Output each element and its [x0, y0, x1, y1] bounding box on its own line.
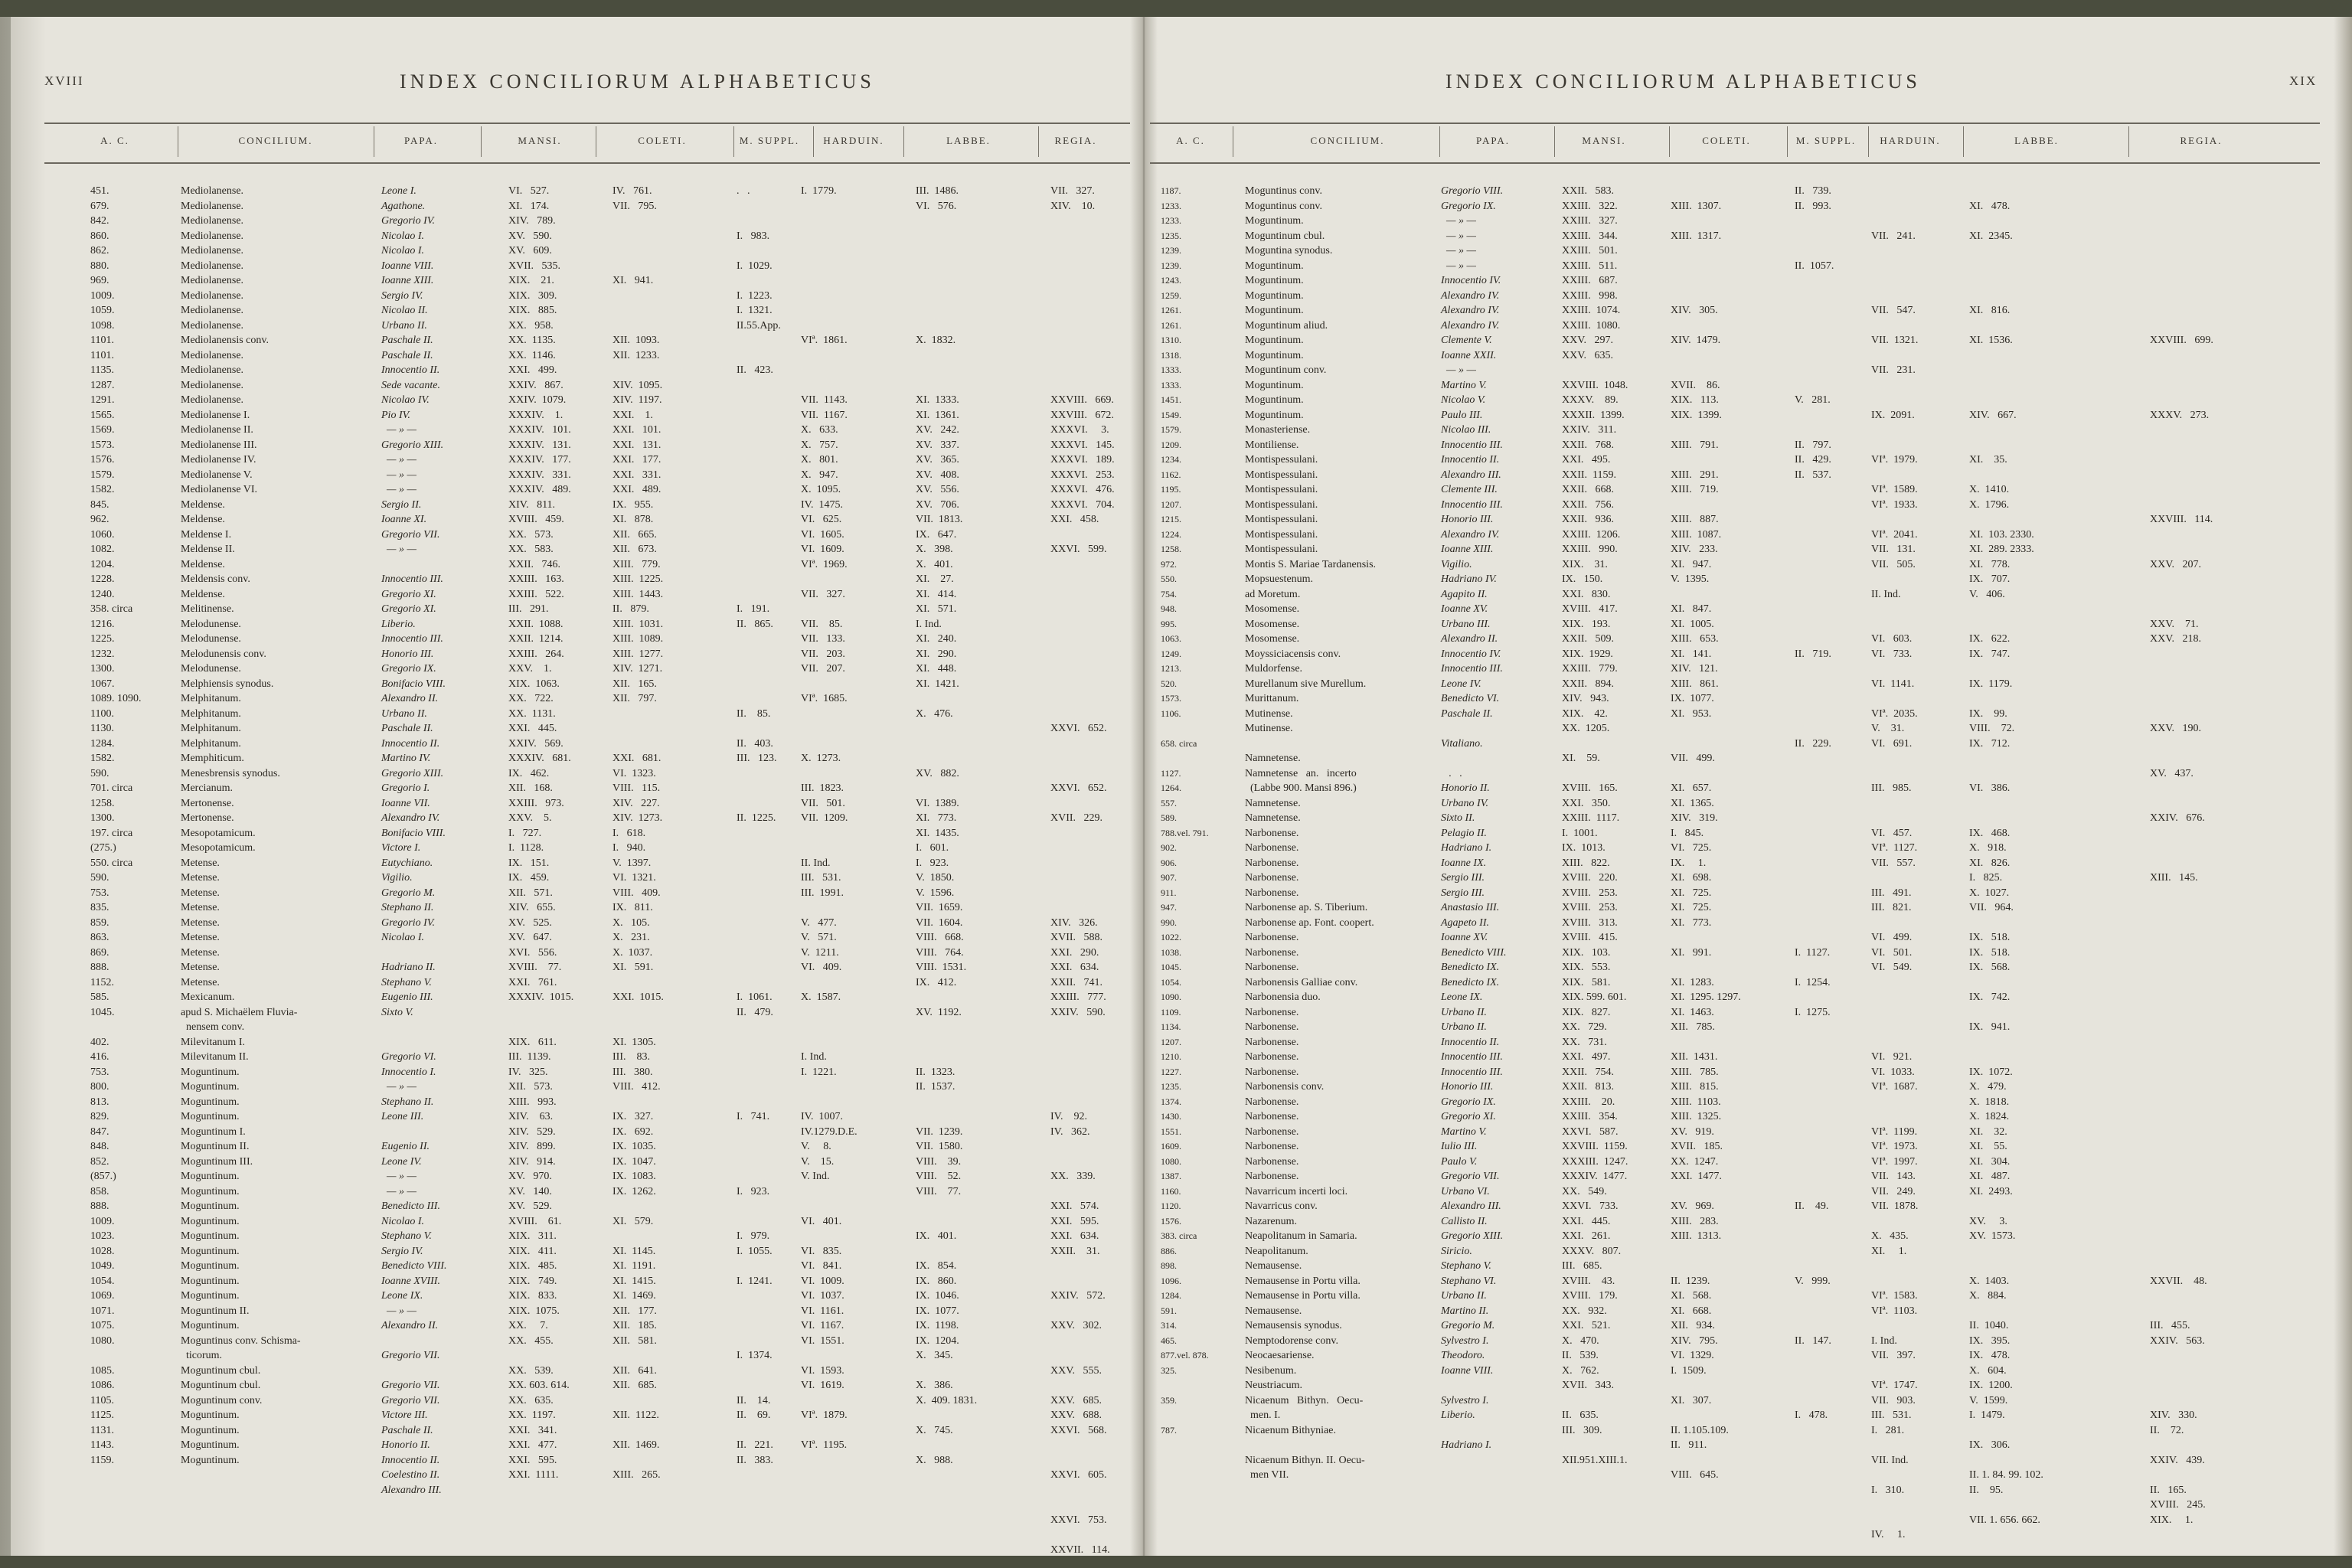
right-page-edge: [2334, 17, 2352, 1556]
colhead-coleti-left: COLETI.: [638, 135, 687, 146]
colhead-concilium-left: CONCILIUM.: [238, 135, 313, 146]
colhead-harduin-left: HARDUIN.: [823, 135, 884, 146]
labbe-column-left: III. 1486. VI. 576. X. 1832. XI. 1333. XI. 1361. XV. 242. XV. 337. XV. 365. XV. 408. XV. 556. XV. 706. VII. 1813. IX. 647. X. 398. X. 401. XI. 27. XI. 414. XI. 571. I. Ind. XI. 240. XI. 290. XI. 448. XI. 1421. X. 476. XV. 882. VI. 1389. XI. 773. XI. 1435. I. 601. I. 923. V. 1850. V. 1596. VII. 1659. VII. 1604. VIII. 668. VIII. 764. VIII. 1531. IX. 412. XV. 1192. II. 1323. II. 1537. VII. 1239. VII. 1580. VIII. 39. VIII. 52. VIII. 77. IX. 401. IX. 854. IX. 860. IX. 1046. IX. 1077. IX. 1198. IX. 1204. X. 345. X. 386. X. 409. 1831. X. 745. X. 988.: [916, 185, 978, 1466]
regia-column-right: XXVIII. 699. XXXV. 273. XXVIII. 114. XXV. 207. XXV. 71. XXV. 218. XXV. 190. XV. 437. XXIV. 676. XIII. 145. XXVII. 48. III. 455. XXIV. 563. XIV. 330. II. 72. XXIV. 439. II. 165. XVIII. 245. XIX. 1.: [2150, 335, 2213, 1526]
colhead-regia-left: REGIA.: [1054, 135, 1097, 146]
running-head-left: INDEX CONCILIORUM ALPHABETICUS: [400, 70, 875, 93]
colhead-mansi-left: MANSI.: [518, 135, 562, 146]
papa-column-right: Gregorio VIII. Gregorio IX. — » — — » — — » — — » — Innocentio IV. Alexandro IV. Alexandro IV. Alexandro IV. Clemente V. Ioanne XXII. — » — Martino V. Nicolao V. Paulo III. Nicolao III. Innocentio III. Innocentio II. Alexandro III. Clemente III. Innocentio III. Honorio III. Alexandro IV. Ioanne XIII. Vigilio. Hadriano IV. Agapito II. Ioanne XV. Urbano III. Alexandro II. Innocentio IV. Innocentio III. Leone IV. Benedicto VI. Paschale II. Vitaliano. . . Honorio II. Urbano IV. Sixto II. Pelagio II. Hadriano I. Ioanne IX. Sergio III. Sergio III. Anastasio III. Agapeto II. Ioanne XV. Benedicto VIII. Benedicto IX. Benedicto IX. Leone IX. Urbano II. Urbano II. Innocentio II. Innocentio III. Innocentio III. Honorio III. Gregorio IX. Gregorio XI. Martino V. Iulio III. Paulo V. Gregorio VII. Urbano VI. Alexandro III. Callisto II. Gregorio XIII. Siricio. Stephano V. Stephano VI. Urbano II. Martino II. Gregorio M. Sylvestro I. Theodoro. Ioanne VIII. Sylvestro I. Liberio. Hadriano I.: [1441, 185, 1507, 1451]
header-rule-bottom-left: [44, 162, 1130, 164]
colhead-msuppl-right: M. SUPPL.: [1795, 135, 1857, 146]
coleti-column-left: IV. 761. VII. 795. XI. 941. XII. 1093. XII. 1233. XIV. 1095. XIV. 1197. XXI. 1. XXI. 101. XXI. 131. XXI. 177. XXI. 331. XXI. 489. IX. 955. XI. 878. XII. 665. XII. 673. XIII. 779. XIII. 1225. XIII. 1443. II. 879. XIII. 1031. XIII. 1089. XIII. 1277. XIV. 1271. XII. 165. XII. 797. XXI. 681. VI. 1323. VIII. 115. XIV. 227. XIV. 1273. I. 618. I. 940. V. 1397. VI. 1321. VIII. 409. IX. 811. X. 105. X. 231. X. 1037. XI. 591. XXI. 1015. XI. 1305. III. 83. III. 380. VIII. 412. IX. 327. IX. 692. IX. 1035. IX. 1047. IX. 1083. IX. 1262. XI. 579. XI. 1145. XI. 1191. XI. 1415. XI. 1469. XII. 177. XII. 185. XII. 581. XII. 641. XII. 685. XII. 1122. XII. 1469. XIII. 265.: [612, 185, 664, 1481]
mansi-column-left: VI. 527. XI. 174. XIV. 789. XV. 590. XV. 609. XVII. 535. XIX. 21. XIX. 309. XIX. 885. XX. 958. XX. 1135. XX. 1146. XXI. 499. XXIV. 867. XXIV. 1079. XXXIV. 1. XXXIV. 101. XXXIV. 131. XXXIV. 177. XXXIV. 331. XXXIV. 489. XIV. 811. XVIII. 459. XX. 573. XX. 583. XXII. 746. XXIII. 163. XXIII. 522. III. 291. XXII. 1088. XXII. 1214. XXIII. 264. XXV. 1. XIX. 1063. XX. 722. XX. 1131. XXI. 445. XXIV. 569. XXXIV. 681. IX. 462. XII. 168. XXIII. 973. XXV. 5. I. 727. I. 1128. IX. 151. IX. 459. XII. 571. XIV. 655. XV. 525. XV. 647. XVI. 556. XVIII. 77. XXI. 761. XXXIV. 1015. XIX. 611. III. 1139. IV. 325. XII. 573. XIII. 993. XIV. 63. XIV. 529. XIV. 899. XIV. 914. XV. 970. XV. 140. XV. 529. XVIII. 61. XIX. 311. XIX. 411. XIX. 485. XIX. 749. XIX. 833. XIX. 1075. XX. 7. XX. 455. XX. 539. XX. 603. 614. XX. 635. XX. 1197. XXI. 341. XXI. 477. XXI. 595. XXI. 1111.: [508, 185, 574, 1481]
ac-column-right: 1187. 1233. 1233. 1235. 1239. 1239. 1243. 1259. 1261. 1261. 1310. 1318. 1333. 1333. 1451. 1549. 1579. 1209. 1234. 1162. 1195. 1207. 1215. 1224. 1258. 972. 550. 754. 948. 995. 1063. 1249. 1213. 520. 1573. 1106. 658. circa 1127. 1264. 557. 589. 788.vel. 791. 902. 906. 907. 911. 947. 990. 1022. 1038. 1045. 1054. 1090. 1109. 1134. 1207. 1210. 1227. 1235. 1374. 1430. 1551. 1609. 1080. 1387. 1160. 1120. 1576. 383. circa 886. 898. 1096. 1284. 591. 314. 465. 877.vel. 878. 325. 359. 787.: [1161, 185, 1209, 1436]
colhead-papa-left: PAPA.: [403, 135, 439, 146]
colhead-regia-right: REGIA.: [2180, 135, 2223, 146]
header-rule-bottom-right: [1150, 162, 2320, 164]
papa-column-left: Leone I. Agathone. Gregorio IV. Nicolao I. Nicolao I. Ioanne VIII. Ioanne XIII. Sergio IV. Nicolao II. Urbano II. Paschale II. Paschale II. Innocentio II. Sede vacante. Nicolao IV. Pio IV. — » — Gregorio XIII. — » — — » — — » — Sergio II. Ioanne XI. Gregorio VII. — » — Innocentio III. Gregorio XI. Gregorio XI. Liberio. Innocentio III. Honorio III. Gregorio IX. Bonifacio VIII. Alexandro II. Urbano II. Paschale II. Innocentio II. Martino IV. Gregorio XIII. Gregorio I. Ioanne VII. Alexandro IV. Bonifacio VIII. Victore I. Eutychiano. Vigilio. Gregorio M. Stephano II. Gregorio IV. Nicolao I. Hadriano II. Stephano V. Eugenio III. Sixto V. Gregorio VI. Innocentio I. — » — Stephano II. Leone III. Eugenio II. Leone IV. — » — — » — Benedicto III. Nicolao I. Stephano V. Sergio IV. Benedicto VIII. Ioanne XVIII. Leone IX. — » — Alexandro II. Gregorio VII. Gregorio VII. Gregorio VII. Victore III. Paschale II. Honorio II. Innocentio II. Coelestino II. Alexandro III.: [381, 185, 447, 1496]
header-rule-top-left: [44, 122, 1130, 124]
left-page-edge: [0, 17, 46, 1556]
header-rule-top-right: [1150, 122, 2320, 124]
harduin-column-right: VII. 241. VII. 547. VII. 1321. VII. 231. IX. 2091. VIª. 1979. VIª. 1589. VIª. 1933. VIª. 2041. VII. 131. VII. 505. II. Ind. VI. 603. VI. 733. VI. 1141. VIª. 2035. V. 31. VI. 691. III. 985. VI. 457. VIª. 1127. VII. 557. III. 491. III. 821. VI. 499. VI. 501. VI. 549. VI. 921. VI. 1033. VIª. 1687. VIª. 1199. VIª. 1973. VIª. 1997. VII. 143. VII. 249. VII. 1878. X. 435. XI. 1. VIª. 1583. VIª. 1103. I. Ind. VII. 397. VIª. 1747. VII. 903. III. 531. I. 281. VII. Ind. I. 310. IV. 1.: [1871, 230, 1919, 1540]
mansi-column-right: XXII. 583. XXIII. 322. XXIII. 327. XXIII. 344. XXIII. 501. XXIII. 511. XXIII. 687. XXIII. 998. XXIII. 1074. XXIII. 1080. XXV. 297. XXV. 635. XXVIII. 1048. XXXV. 89. XXXII. 1399. XXIV. 311. XXII. 768. XXI. 495. XXII. 1159. XXII. 668. XXII. 756. XXII. 936. XXIII. 1206. XXIII. 990. XIX. 31. IX. 150. XXI. 830. XVIII. 417. XIX. 193. XXII. 509. XIX. 1929. XXIII. 779. XXII. 894. XIV. 943. XIX. 42. XX. 1205. XI. 59. XVIII. 165. XXI. 350. XXIII. 1117. I. 1001. IX. 1013. XIII. 822. XVIII. 220. XVIII. 253. XVIII. 253. XVIII. 313. XVIII. 415. XIX. 103. XIX. 553. XIX. 581. XIX. 599. 601. XIX. 827. XX. 729. XX. 731. XXI. 497. XXII. 754. XXII. 813. XXIII. 20. XXIII. 354. XXVI. 587. XXVIII. 1159. XXXIII. 1247. XXXIV. 1477. XX. 549. XXVI. 733. XXI. 445. XXI. 261. XXXV. 807. III. 685. XVIII. 43. XVIII. 179. XX. 932. XXI. 521. X. 470. II. 539. X. 762. XVII. 343. II. 635. III. 309. XII.951.XIII.1.: [1562, 185, 1628, 1466]
concilium-column-right: Moguntinus conv. Moguntinus conv. Moguntinum. Moguntinum cbul. Moguntina synodus. Moguntinum. Moguntinum. Moguntinum. Moguntinum. Moguntinum aliud. Moguntinum. Moguntinum. Moguntinum conv. Moguntinum. Moguntinum. Moguntinum. Monasteriense. Montiliense. Montispessulani. Montispessulani. Montispessulani. Montispessulani. Montispessulani. Montispessulani. Montispessulani. Montis S. Mariae Tardanensis. Mopsuestenum. ad Moretum. Mosomense. Mosomense. Mosomense. Moyssiciacensis conv. Muldorfense. Murellanum sive Murellum. Murittanum. Mutinense. Mutinense. Namnetense. Namnetense an. incerto (Labbe 900. Mansi 896.) Namnetense. Namnetense. Narbonense. Narbonense. Narbonense. Narbonense. Narbonense. Narbonense ap. S. Tiberium. Narbonense ap. Font. coopert. Narbonense. Narbonense. Narbonense. Narbonensis Galliae conv. Narbonensia duo. Narbonense. Narbonense. Narbonense. Narbonense. Narbonense. Narbonensis conv. Narbonense. Narbonense. Narbonense. Narbonense. Narbonense. Narbonense. Navarricum incerti loci. Navarricus conv. Nazarenum. Neapolitanum in Samaria. Neapolitanum. Nemausense. Nemausense in Portu villa. Nemausense in Portu villa. Nemausense. Nemausensis synodus. Nemptodorense conv. Neocaesariense. Nesibenum. Neustriacum. Nicaenum Bithyn. Oecu- men. I. Nicaenum Bithyniae. Nicaenum Bithyn. II. Oecu- men VII.: [1245, 185, 1377, 1481]
labbe-column-right: XI. 478. XI. 2345. XI. 816. XI. 1536. XIV. 667. XI. 35. X. 1410. X. 1796. XI. 103. 2330. XI. 289. 2333. XI. 778. IX. 707. V. 406. IX. 622. IX. 747. IX. 1179. IX. 99. VIII. 72. IX. 712. VI. 386. IX. 468. X. 918. XI. 826. I. 825. X. 1027. VII. 964. IX. 518. IX. 518. IX. 568. IX. 742. IX. 941. IX. 1072. X. 479. X. 1818. X. 1824. XI. 32. XI. 55. XI. 304. XI. 487. XI. 2493. XV. 3. XV. 1573. X. 1403. X. 884. II. 1040. IX. 395. IX. 478. X. 604. IX. 1200. V. 1599. I. 1479. IX. 306. II. 1. 84. 99. 102. II. 95. VII. 1. 656. 662.: [1969, 200, 2043, 1526]
colhead-coleti-right: COLETI.: [1702, 135, 1751, 146]
colhead-labbe-left: LABBE.: [946, 135, 991, 146]
colhead-ac-left: A. C.: [100, 135, 129, 146]
running-head-right: INDEX CONCILIORUM ALPHABETICUS: [1446, 70, 1921, 93]
harduin-column-left: I. 1779. VIª. 1861. VII. 1143. VII. 1167. X. 633. X. 757. X. 801. X. 947. X. 1095. IV. 1475. VI. 625. VI. 1605. VI. 1609. VIª. 1969. VII. 327. VII. 85. VII. 133. VII. 203. VII. 207. VIª. 1685. X. 1273. III. 1823. VII. 501. VII. 1209. II. Ind. III. 531. III. 1991. V. 477. V. 571. V. 1211. VI. 409. X. 1587. I. Ind. I. 1221. IV. 1007. IV.1279.D.E. V. 8. V. 15. V. Ind. VI. 401. VI. 835. VI. 841. VI. 1009. VI. 1037. VI. 1161. VI. 1167. VI. 1551. VI. 1593. VI. 1619. VIª. 1879. VIª. 1195.: [801, 185, 858, 1451]
page-number-left: XVIII: [44, 74, 84, 88]
page-number-right: XIX: [2289, 74, 2318, 88]
regia-column-left: VII. 327. XIV. 10. XXVIII. 669. XXVIII. 672. XXXVI. 3. XXXVI. 145. XXXVI. 189. XXXVI. 253. XXXVI. 476. XXXVI. 704. XXI. 458. XXVI. 599. XXVI. 652. XXVI. 652. XVII. 229. XIV. 326. XVII. 588. XXI. 290. XXI. 634. XXII. 741. XXIII. 777. XXIV. 590. IV. 92. IV. 362. XX. 339. XXI. 574. XXI. 595. XXI. 634. XXII. 31. XXIV. 572. XXV. 302. XXV. 555. XXV. 685. XXV. 688. XXVI. 568. XXVI. 605. XXVI. 753. XXVII. 114.: [1050, 185, 1115, 1556]
concilium-column-left: Mediolanense. Mediolanense. Mediolanense. Mediolanense. Mediolanense. Mediolanense. Mediolanense. Mediolanense. Mediolanense. Mediolanense. Mediolanensis conv. Mediolanense. Mediolanense. Mediolanense. Mediolanense. Mediolanense I. Mediolanense II. Mediolanense III. Mediolanense IV. Mediolanense V. Mediolanense VI. Meldense. Meldense. Meldense I. Meldense II. Meldense. Meldensis conv. Meldense. Melitinense. Melodunense. Melodunense. Melodunensis conv. Melodunense. Melphiensis synodus. Melphitanum. Melphitanum. Melphitanum. Melphitanum. Memphiticum. Menesbrensis synodus. Mercianum. Mertonense. Mertonense. Mesopotamicum. Mesopotamicum. Metense. Metense. Metense. Metense. Metense. Metense. Metense. Metense. Metense. Mexicanum. apud S. Michaëlem Fluvia- nensem conv. Milevitanum I. Milevitanum II. Moguntinum. Moguntinum. Moguntinum. Moguntinum. Moguntinum I. Moguntinum II. Moguntinum III. Moguntinum. Moguntinum. Moguntinum. Moguntinum. Moguntinum. Moguntinum. Moguntinum. Moguntinum. Moguntinum. Moguntinum II. Moguntinum. Moguntinus conv. Schisma- ticorum. Moguntinum cbul. Moguntinum cbul. Moguntinum conv. Moguntinum. Moguntinum. Moguntinum. Moguntinum.: [181, 185, 301, 1466]
colhead-harduin-right: HARDUIN.: [1880, 135, 1941, 146]
colhead-concilium-right: CONCILIUM.: [1310, 135, 1385, 146]
ac-column-left: 451. 679. 842. 860. 862. 880. 969. 1009. 1059. 1098. 1101. 1101. 1135. 1287. 1291. 1565. 1569. 1573. 1576. 1579. 1582. 845. 962. 1060. 1082. 1204. 1228. 1240. 358. circa 1216. 1225. 1232. 1300. 1067. 1089. 1090. 1100. 1130. 1284. 1582. 590. 701. circa 1258. 1300. 197. circa (275.) 550. circa 590. 753. 835. 859. 863. 869. 888. 1152. 585. 1045. 402. 416. 753. 800. 813. 829. 847. 848. 852. (857.) 858. 888. 1009. 1023. 1028. 1049. 1054. 1069. 1071. 1075. 1080. 1085. 1086. 1105. 1125. 1131. 1143. 1159.: [90, 185, 142, 1466]
book-gutter: [1130, 17, 1158, 1556]
msuppl-column-right: II. 739. II. 993. II. 1057. V. 281. II. 797. II. 429. II. 537. II. 719. II. 229. I. 1127. I. 1254. I. 1275. II. 49. V. 999. II. 147. I. 478.: [1795, 185, 1834, 1421]
colhead-papa-right: PAPA.: [1475, 135, 1511, 146]
colhead-labbe-right: LABBE.: [2014, 135, 2059, 146]
colhead-mansi-right: MANSI.: [1582, 135, 1626, 146]
coleti-column-right: XIII. 1307. XIII. 1317. XIV. 305. XIV. 1479. XVII. 86. XIX. 113. XIX. 1399. XIII. 791. XIII. 291. XIII. 719. XIII. 887. XIII. 1087. XIV. 233. XI. 947. V. 1395. XI. 847. XI. 1005. XIII. 653. XI. 141. XIV. 121. XIII. 861. IX. 1077. XI. 953. VII. 499. XI. 657. XI. 1365. XIV. 319. I. 845. VI. 725. IX. 1. XI. 698. XI. 725. XI. 725. XI. 773. XI. 991. XI. 1283. XI. 1295. 1297. XI. 1463. XII. 785. XII. 1431. XIII. 785. XIII. 815. XIII. 1103. XIII. 1325. XV. 919. XVII. 185. XX. 1247. XXI. 1477. XV. 969. XIII. 283. XIII. 1313. II. 1239. XI. 568. XI. 668. XII. 934. XIV. 795. VI. 1329. I. 1509. XI. 307. II. 1.105.109. II. 911. VIII. 645.: [1671, 200, 1741, 1481]
msuppl-column-left: . . I. 983. I. 1029. I. 1223. I. 1321. II.55.App. II. 423. I. 191. II. 865. II. 85. II. 403. III. 123. II. 1225. I. 1061. II. 479. I. 741. I. 923. I. 979. I. 1055. I. 1241. I. 1374. II. 14. II. 69. II. 221. II. 383.: [737, 185, 781, 1466]
colhead-ac-right: A. C.: [1176, 135, 1205, 146]
colhead-msuppl-left: M. SUPPL.: [739, 135, 800, 146]
